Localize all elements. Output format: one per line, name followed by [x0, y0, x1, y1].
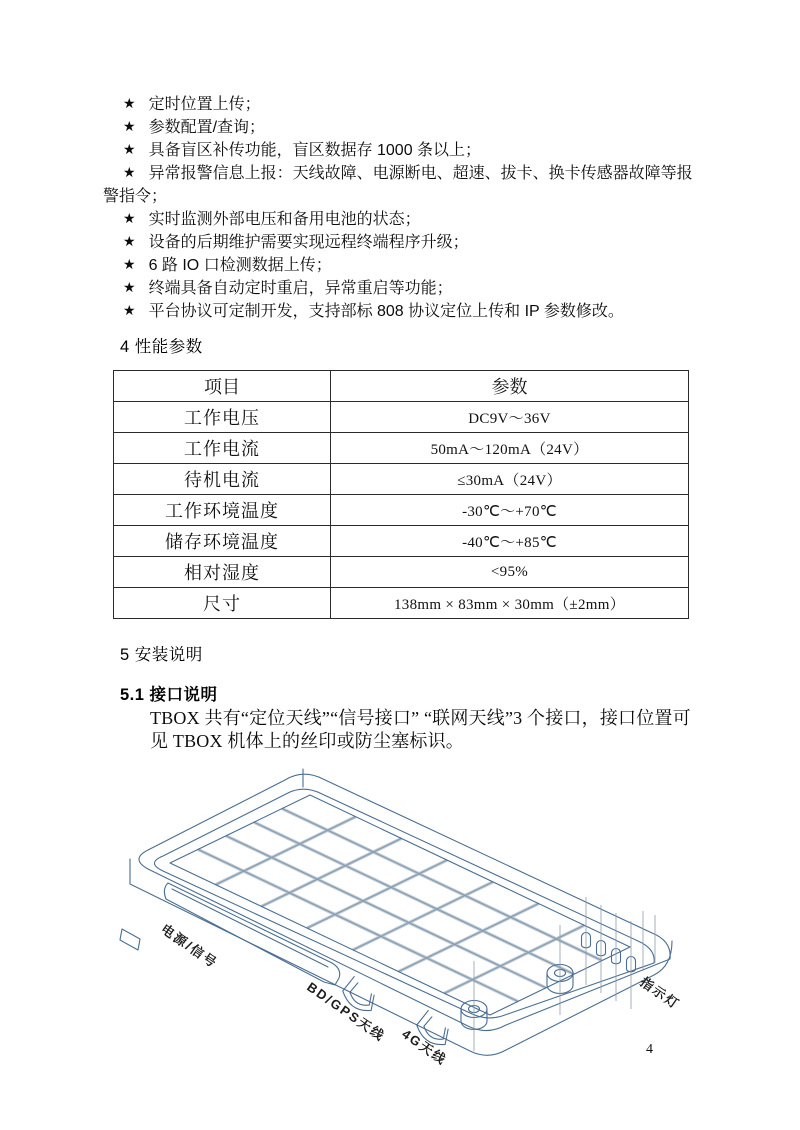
feature-text: 平台协议可定制开发，支持部标 808 协议定位上传和 IP 参数修改。 — [148, 303, 624, 320]
star-bullet-icon: ★ — [123, 279, 136, 295]
table-header-row — [114, 371, 689, 402]
star-bullet-icon: ★ — [123, 256, 136, 272]
star-bullet-icon: ★ — [123, 118, 136, 134]
table-row — [114, 588, 689, 619]
col-header-item: 项目 — [114, 371, 331, 402]
spec-name: 工作电压 — [114, 402, 331, 433]
feature-text: 定时位置上传； — [148, 96, 261, 113]
col-header-param: 参数 — [331, 371, 689, 402]
feature-text: 6 路 IO 口检测数据上传； — [148, 257, 332, 274]
feature-text: 设备的后期维护需要实现远程终端程序升级； — [148, 234, 469, 251]
feature-item — [103, 93, 695, 116]
feature-item — [103, 300, 695, 323]
table-row — [114, 557, 689, 588]
4g-antenna-label: 4G天线 — [399, 1026, 450, 1065]
spec-value: -40℃～+85℃ — [331, 526, 689, 557]
feature-text: 具备盲区补传功能，盲区数据存 1000 条以上； — [148, 142, 482, 159]
mounting-tab — [120, 929, 140, 950]
case-rim-outline — [155, 789, 655, 1018]
feature-text: 实时监测外部电压和备用电池的状态； — [148, 211, 421, 228]
star-bullet-icon: ★ — [123, 164, 136, 180]
feature-text: 终端具备自动定时重启，异常重启等功能； — [148, 280, 453, 297]
spec-name: 待机电流 — [114, 464, 331, 495]
feature-item — [103, 208, 695, 231]
section5-sub-title: 5.1 接口说明 — [120, 686, 218, 704]
indicator-light-label: 指示灯 — [637, 974, 683, 1013]
tbox-wireframe-drawing — [118, 763, 698, 1065]
star-bullet-icon: ★ — [123, 95, 136, 111]
spec-value: <95% — [331, 557, 689, 588]
bd-gps-antenna-label: BD/GPS天线 — [304, 979, 389, 1045]
feature-item — [103, 139, 695, 162]
star-bullet-icon: ★ — [123, 210, 136, 226]
section5-title: 5 安装说明 — [120, 646, 203, 664]
table-row — [114, 402, 689, 433]
case-top-outline — [139, 774, 670, 1030]
spec-name: 储存环境温度 — [114, 526, 331, 557]
spec-name: 工作环境温度 — [114, 495, 331, 526]
feature-item — [103, 116, 695, 139]
feature-item — [103, 231, 695, 254]
tbox-diagram — [118, 763, 695, 1070]
feature-list — [103, 93, 695, 323]
star-bullet-icon: ★ — [123, 141, 136, 157]
spec-table — [113, 370, 689, 619]
section5-body: TBOX 共有“定位天线”“信号接口” “联网天线”3 个接口，接口位置可见 TBOX 机体上的丝印或防尘塞标识。 — [150, 708, 691, 751]
page-number: 4 — [646, 1042, 653, 1057]
table-row — [114, 495, 689, 526]
spec-name: 尺寸 — [114, 588, 331, 619]
table-row — [114, 464, 689, 495]
feature-text: 异常报警信息上报：天线故障、电源断电、超速、拔卡、换卡传感器故障等报警指令； — [103, 165, 693, 205]
star-bullet-icon: ★ — [123, 233, 136, 249]
spec-value: DC9V～36V — [331, 402, 689, 433]
power-signal-label: 电源/信号 — [158, 921, 221, 972]
spec-value: ≤30mA（24V） — [331, 464, 689, 495]
feature-item — [103, 277, 695, 300]
spec-name: 相对湿度 — [114, 557, 331, 588]
spec-name: 工作电流 — [114, 433, 331, 464]
star-bullet-icon: ★ — [123, 302, 136, 318]
spec-value: -30℃～+70℃ — [331, 495, 689, 526]
section4-title: 4 性能参数 — [120, 338, 203, 356]
feature-text: 参数配置/查询； — [148, 119, 266, 136]
feature-item — [103, 254, 695, 277]
spec-value: 138mm × 83mm × 30mm（±2mm） — [331, 588, 689, 619]
spec-value: 50mA～120mA（24V） — [331, 433, 689, 464]
table-row — [114, 433, 689, 464]
table-row — [114, 526, 689, 557]
indicator-led-studs — [582, 933, 636, 972]
feature-item — [103, 162, 695, 208]
